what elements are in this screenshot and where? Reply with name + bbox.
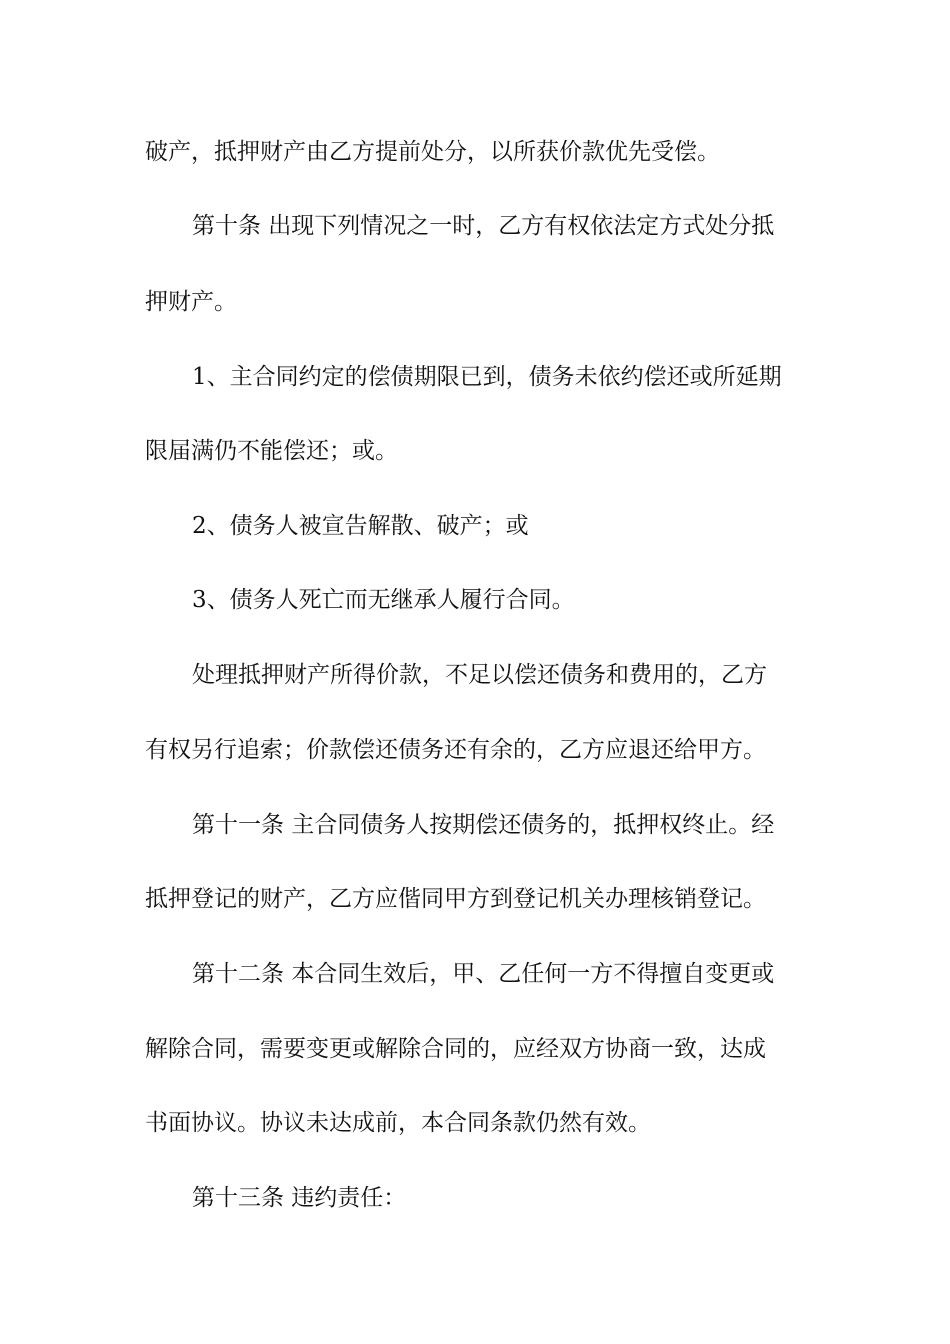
text-line: 3、债务人死亡而无继承人履行合同。 [192, 587, 575, 613]
text-line: 处理抵押财产所得价款，不足以偿还债务和费用的，乙方 [192, 662, 767, 688]
text-line: 解除合同，需要变更或解除合同的，应经双方协商一致，达成 [145, 1036, 766, 1062]
text-line: 有权另行追索；价款偿还债务还有余的，乙方应退还给甲方。 [145, 737, 766, 763]
text-line: 书面协议。协议未达成前，本合同条款仍然有效。 [145, 1110, 651, 1136]
text-line: 1、主合同约定的偿债期限已到，债务未依约偿还或所延期 [192, 364, 782, 390]
text-line: 第十二条 本合同生效后，甲、乙任何一方不得擅自变更或 [192, 961, 775, 987]
text-line: 破产，抵押财产由乙方提前处分，以所获价款优先受偿。 [145, 139, 720, 165]
text-line: 押财产。 [145, 289, 237, 315]
text-line: 第十一条 主合同债务人按期偿还债务的，抵押权终止。经 [192, 812, 775, 838]
text-line: 第十条 出现下列情况之一时，乙方有权依法定方式处分抵 [192, 213, 775, 239]
text-line: 2、债务人被宣告解散、破产；或 [192, 513, 529, 539]
text-line: 限届满仍不能偿还；或。 [145, 438, 398, 464]
text-line: 第十三条 违约责任： [192, 1185, 407, 1211]
text-line: 抵押登记的财产，乙方应偕同甲方到登记机关办理核销登记。 [145, 886, 766, 912]
